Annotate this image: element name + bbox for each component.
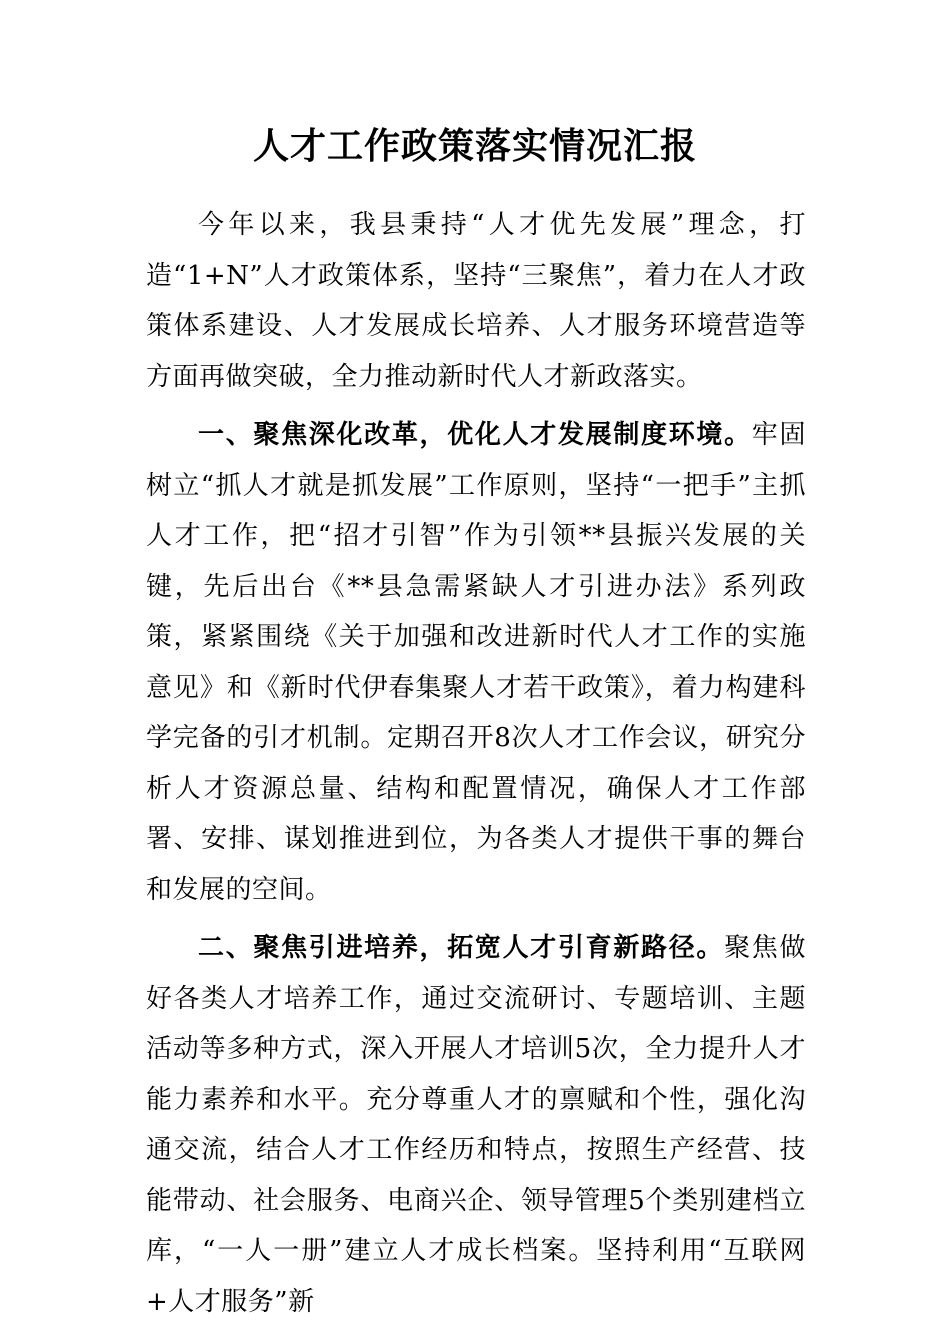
section-1-heading: 一、聚焦深化改革，优化人才发展制度环境。 [198,420,752,450]
intro-paragraph: 今年以来，我县秉持“人才优先发展”理念，打造“1+N”人才政策体系，坚持“三聚焦”，着力在人才政策体系建设、人才发展成长培养、人才服务环境营造等方面再做突破，全力推动新时代人才新政落实。 [146,210,806,392]
section-1-paragraph [146,410,806,915]
section-2-text: 聚焦做好各类人才培养工作，通过交流研讨、专题培训、主题活动等多种方式，深入开展人才培训5次，全力提升人才能力素养和水平。充分尊重人才的禀赋和个性，强化沟通交流，结合人才工作经历和特点，按照生产经营、技能带动、社会服务、电商兴企、领导管理5个类别建档立库，“一人一册”建立人才成长档案。坚持利用“互联网+人才服务”新 [146,933,806,1317]
section-2-paragraph [146,923,806,1327]
document-title: 人才工作政策落实情况汇报 [252,125,697,167]
section-1-text: 牢固树立“抓人才就是抓发展”工作原则，坚持“一把手”主抓人才工作，把“招才引智”作为引领**县振兴发展的关键，先后出台《**县急需紧缺人才引进办法》系列政策，紧紧围绕《关于加强和改进新时代人才工作的实施意见》和《新时代伊春集聚人才若干政策》，着力构建科学完备的引才机制。定期召开8次人才工作会议，研究分析人才资源总量、结构和配置情况，确保人才工作部署、安排、谋划推进到位，为各类人才提供干事的舞台和发展的空间。 [146,420,806,905]
section-2-heading: 二、聚焦引进培养，拓宽人才引育新路径。 [198,933,725,963]
document-body [146,200,806,1327]
